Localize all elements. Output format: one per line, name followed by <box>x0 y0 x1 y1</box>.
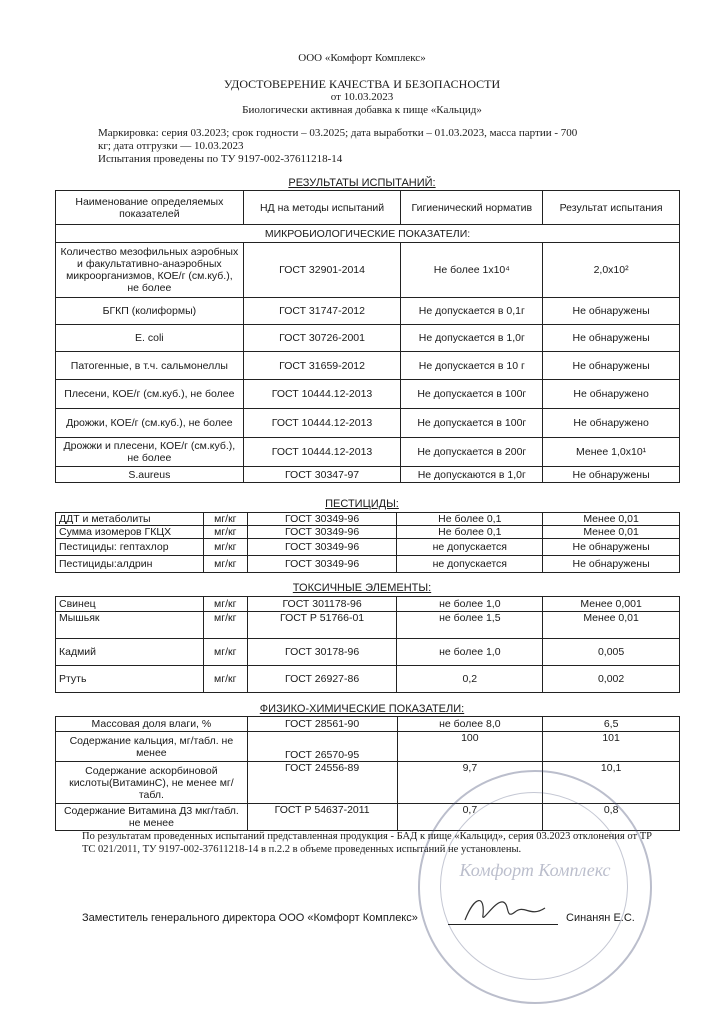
signer-title: Заместитель генерального директора ООО «Комфорт Комплекс» <box>82 912 418 924</box>
column-header: НД на методы испытаний <box>243 191 401 225</box>
product-line: Биологически активная добавка к пище «Кальцид» <box>242 104 482 116</box>
column-header: Результат испытания <box>543 191 680 225</box>
company-stamp-text: Комфорт Комплекс <box>459 860 611 880</box>
table-header-row <box>56 191 680 225</box>
table-row: Ртуть мг/кг ГОСТ 26927-86 0,2 0,002 <box>56 666 680 693</box>
table-row: Дрожжи и плесени, КОЕ/г (см.куб.), не более ГОСТ 10444.12-2013 Не допускается в 200г Менее 1,0х10¹ <box>56 438 680 467</box>
column-header: Гигиенический норматив <box>401 191 543 225</box>
table-row: Содержание Витамина Д3 мкг/табл. не менее ГОСТ Р 54637-2011 0,7 0,8 <box>56 804 680 831</box>
results-title: РЕЗУЛЬТАТЫ ИСПЫТАНИЙ: <box>288 177 436 189</box>
table-row: Дрожжи, КОЕ/г (см.куб.), не более ГОСТ 10444.12-2013 Не допускается в 100г Не обнаружено <box>56 409 680 438</box>
table-row: БГКП (колиформы) ГОСТ 31747-2012 Не допускается в 0,1г Не обнаружены <box>56 298 680 325</box>
signer-name: Синанян Е.С. <box>566 912 635 924</box>
toxic-title: ТОКСИЧНЫЕ ЭЛЕМЕНТЫ: <box>292 582 432 594</box>
table-row: Плесени, КОЕ/г (см.куб.), не более ГОСТ 10444.12-2013 Не допускается в 100г Не обнаружено <box>56 380 680 409</box>
company-stamp-inner <box>440 792 628 980</box>
table-row: E. coli ГОСТ 30726-2001 Не допускается в 1,0г Не обнаружены <box>56 325 680 352</box>
physchem-title: ФИЗИКО-ХИМИЧЕСКИЕ ПОКАЗАТЕЛИ: <box>259 703 465 715</box>
micro-section-title: МИКРОБИОЛОГИЧЕСКИЕ ПОКАЗАТЕЛИ: <box>56 225 680 243</box>
document-date: от 10.03.2023 <box>330 91 394 103</box>
table-row: Пестициды: гептахлор мг/кг ГОСТ 30349-96 не допускается Не обнаружены <box>56 539 680 556</box>
table-row: ДДТ и метаболиты мг/кг ГОСТ 30349-96 Не более 0,1 Менее 0,01 <box>56 513 680 526</box>
table-row: Содержание кальция, мг/табл. не менее ГОСТ 26570-95 100 101 <box>56 732 680 762</box>
column-header: Наименование определяемых показателей <box>56 191 244 225</box>
micro-table <box>55 190 680 483</box>
toxic-table <box>55 596 680 693</box>
table-row: S.aureus ГОСТ 30347-97 Не допускаются в 1,0г Не обнаружены <box>56 467 680 483</box>
pesticides-table <box>55 512 680 573</box>
table-row: Мышьяк мг/кг ГОСТ Р 51766-01 не более 1,5 Менее 0,01 <box>56 612 680 639</box>
conclusion-text: По результатам проведенных испытаний представленная продукция - БАД к пище «Кальцид», серия 03.2023 отклонения от ТР ТС 021/2011, ТУ 9197-002-37611218-14 в п.2.2 в объеме проведенных испытаний не установлены. <box>82 831 652 855</box>
marking-line-1: Маркировка: серия 03.2023; срок годности – 03.2025; дата выработки – 01.03.2023, масса партии - 700 <box>98 127 578 139</box>
table-row: Содержание аскорбиновой кислоты(ВитаминС), не менее мг/табл. ГОСТ 24556-89 9,7 10,1 <box>56 762 680 804</box>
table-row: Свинец мг/кг ГОСТ 301178-96 не более 1,0 Менее 0,001 <box>56 597 680 612</box>
table-row: Пестициды:алдрин мг/кг ГОСТ 30349-96 не допускается Не обнаружены <box>56 556 680 573</box>
pesticides-title: ПЕСТИЦИДЫ: <box>325 498 399 510</box>
table-row: Патогенные, в т.ч. сальмонеллы ГОСТ 31659-2012 Не допускается в 10 г Не обнаружены <box>56 352 680 380</box>
company-name: ООО «Комфорт Комплекс» <box>298 52 426 64</box>
table-row: Массовая доля влаги, % ГОСТ 28561-90 не более 8,0 6,5 <box>56 717 680 732</box>
table-row: Сумма изомеров ГКЦХ мг/кг ГОСТ 30349-96 Не более 0,1 Менее 0,01 <box>56 526 680 539</box>
table-row: Количество мезофильных аэробных и факультативно-анаэробных микроорганизмов, КОЕ/г (см.куб.), не более ГОСТ 32901-2014 Не более 1х10⁴ 2,0х10² <box>56 243 680 298</box>
tests-line: Испытания проведены по ТУ 9197-002-37611218-14 <box>98 153 343 165</box>
marking-line-2: кг; дата отгрузки — 10.03.2023 <box>98 140 244 152</box>
table-row: Кадмий мг/кг ГОСТ 30178-96 не более 1,0 0,005 <box>56 639 680 666</box>
signature-icon <box>455 890 555 930</box>
document-title: УДОСТОВЕРЕНИЕ КАЧЕСТВА И БЕЗОПАСНОСТИ <box>223 77 501 91</box>
